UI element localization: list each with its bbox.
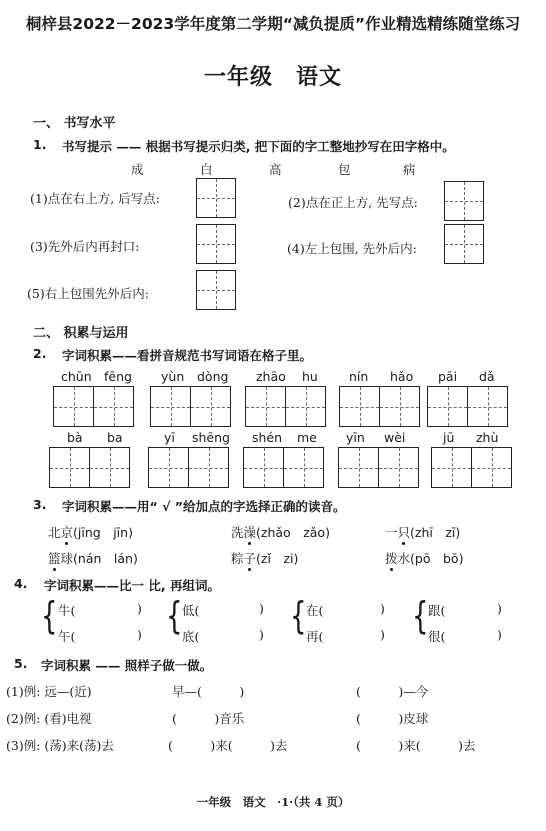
q5-blank[interactable]: ( )皮球 xyxy=(356,711,429,726)
writing-grid[interactable] xyxy=(444,224,484,264)
q1-char: 白 xyxy=(200,162,213,177)
q4-number: 4. xyxy=(14,576,28,591)
q4-word: 牛( xyxy=(58,603,76,618)
pinyin: ba xyxy=(107,430,123,445)
pinyin: pāi xyxy=(438,369,458,384)
q5-example: (3)例: (荡)来(荡)去 xyxy=(6,738,114,753)
pinyin: zhù xyxy=(476,430,499,445)
page-title: 一年级 语文 xyxy=(203,65,342,90)
q4-word: 跟( xyxy=(428,603,446,618)
writing-grid[interactable] xyxy=(444,181,484,221)
q4-word: 低( xyxy=(182,603,200,618)
q4-paren: ) xyxy=(259,601,264,616)
word-grid[interactable] xyxy=(53,386,134,427)
pinyin: dǎ xyxy=(479,369,495,384)
q3-item: 拨水(pō bō) xyxy=(385,551,464,566)
q3-number: 3. xyxy=(33,497,47,512)
q4-paren: ) xyxy=(497,601,502,616)
pinyin: yī xyxy=(164,430,175,445)
q4-word: 底( xyxy=(182,629,200,644)
q3-instruction: 字词积累——用“ √ ”给加点的字选择正确的读音。 xyxy=(62,499,346,514)
word-grid[interactable] xyxy=(245,386,326,427)
pinyin: chūn xyxy=(61,369,92,384)
pinyin: nín xyxy=(349,369,369,384)
q4-instruction: 字词积累——比一 比, 再组词。 xyxy=(44,578,220,593)
q1-char: 病 xyxy=(403,162,416,177)
q1-item-2: (2)点在正上方, 先写点: xyxy=(288,195,418,210)
q5-instruction: 字词积累 —— 照样子做一做。 xyxy=(41,658,213,673)
word-grid[interactable] xyxy=(431,447,512,488)
q5-number: 5. xyxy=(14,656,28,671)
q5-blank[interactable]: ( )来( )去 xyxy=(356,738,476,753)
q4-word: 在( xyxy=(306,603,324,618)
q5-example: (1)例: 远—(近) xyxy=(6,684,92,699)
q4-word: 很( xyxy=(428,629,446,644)
word-grid[interactable] xyxy=(150,386,231,427)
writing-grid[interactable] xyxy=(196,224,236,264)
pinyin: hu xyxy=(302,369,318,384)
q1-item-3: (3)先外后内再封口: xyxy=(30,239,140,254)
q4-paren: ) xyxy=(137,627,142,642)
q4-paren: ) xyxy=(380,601,385,616)
pinyin: yùn xyxy=(161,369,185,384)
word-grid[interactable] xyxy=(427,386,508,427)
q1-item-4: (4)左上包围, 先外后内: xyxy=(287,241,417,256)
word-grid[interactable] xyxy=(338,447,419,488)
pinyin: hǎo xyxy=(390,369,414,384)
q3-item: 洗澡(zhǎo zǎo) xyxy=(231,525,330,540)
q5-example: (2)例: (看)电视 xyxy=(6,711,92,726)
pinyin: shēng xyxy=(192,430,230,445)
word-grid[interactable] xyxy=(243,447,324,488)
pinyin: zhāo xyxy=(256,369,286,384)
q4-word: 再( xyxy=(306,629,324,644)
q2-number: 2. xyxy=(33,346,47,361)
section-2-heading: 二、 积累与运用 xyxy=(33,326,129,341)
q1-char: 包 xyxy=(338,162,351,177)
q5-blank[interactable]: ( )来( )去 xyxy=(168,738,288,753)
q4-paren: ) xyxy=(259,627,264,642)
brace-icon: { xyxy=(290,595,307,639)
q4-paren: ) xyxy=(380,627,385,642)
q1-instruction: 书写提示 —— 根据书写提示归类, 把下面的字工整地抄写在田字格中。 xyxy=(62,139,455,154)
q1-char: 成 xyxy=(131,162,144,177)
q4-word: 午( xyxy=(58,629,76,644)
pinyin: fēng xyxy=(104,369,132,384)
pinyin: shén xyxy=(252,430,283,445)
q5-blank[interactable]: ( )音乐 xyxy=(172,711,245,726)
q5-blank[interactable]: ( )—今 xyxy=(356,684,429,699)
word-grid[interactable] xyxy=(49,447,130,488)
pinyin: me xyxy=(297,430,317,445)
writing-grid[interactable] xyxy=(196,178,236,218)
brace-icon: { xyxy=(412,595,429,639)
q2-instruction: 字词积累——看拼音规范书写词语在格子里。 xyxy=(62,348,313,363)
q3-item: 篮球(nán lán) xyxy=(48,551,138,566)
pinyin: yīn xyxy=(346,430,365,445)
q1-number: 1. xyxy=(33,137,47,152)
q5-blank[interactable]: 早—( ) xyxy=(172,684,245,699)
pinyin: bà xyxy=(67,430,83,445)
pinyin: jū xyxy=(443,430,455,445)
page-header: 桐梓县2022－2023学年度第二学期“减负提质”作业精选精练随堂练习 xyxy=(25,15,521,33)
q3-item: 一只(zhī zī) xyxy=(385,525,461,540)
pinyin: dòng xyxy=(197,369,229,384)
word-grid[interactable] xyxy=(339,386,420,427)
q1-item-1: (1)点在右上方, 后写点: xyxy=(30,191,160,206)
q3-item: 粽子(zǐ zi) xyxy=(231,551,299,566)
q1-char: 高 xyxy=(269,162,282,177)
q1-item-5: (5)右上包围先外后内: xyxy=(27,286,149,301)
page-footer: 一年级 语文 ·1·（共 4 页） xyxy=(196,795,350,809)
writing-grid[interactable] xyxy=(196,270,236,310)
pinyin: wèi xyxy=(384,430,406,445)
q4-paren: ) xyxy=(497,627,502,642)
section-1-heading: 一、 书写水平 xyxy=(33,116,116,131)
q3-item: 北京(jīng jīn) xyxy=(48,525,133,540)
word-grid[interactable] xyxy=(148,447,229,488)
q4-paren: ) xyxy=(137,601,142,616)
brace-icon: { xyxy=(166,595,183,639)
brace-icon: { xyxy=(41,595,58,639)
